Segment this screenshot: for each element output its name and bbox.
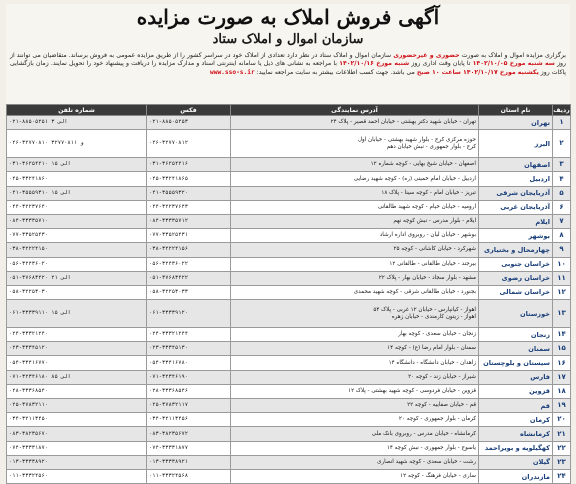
address-line: بجنورد - خیابان طالقانی شرقی - کوچه شهید محمدی xyxy=(353,289,476,296)
row-fax: ۰۲۳-۳۳۳۴۵۱۳۰ xyxy=(147,342,231,356)
row-fax: ۰۱۳-۳۳۳۳۸۹۲۱ xyxy=(147,455,231,469)
row-address xyxy=(231,285,479,299)
header-address: آدرس نمایندگی xyxy=(231,105,479,116)
table-row xyxy=(7,116,571,130)
address-line: مشهد - بلوار سجاد - خیابان بهار - پلاک ۲۲ xyxy=(378,274,476,281)
row-province: سیستان و بلوچستان xyxy=(479,356,553,370)
row-phone: ۰۴۴-۳۲۲۳۷۶۴۰ xyxy=(7,200,147,214)
table-row xyxy=(7,370,571,384)
row-number: ۱ xyxy=(553,116,571,130)
table-body xyxy=(7,116,571,484)
row-fax: ۰۳۴-۳۲۱۱۳۴۵۶ xyxy=(147,413,231,427)
intro-highlight-4: یکشنبه مورخ ۱۴۰۲/۱۰/۱۷ ساعت ۱۰ صبح xyxy=(416,68,539,76)
table-row xyxy=(7,384,571,398)
row-phone: ۰۳۴-۳۲۱۱۳۴۵۰ xyxy=(7,413,147,427)
row-number: ۱۱ xyxy=(553,271,571,285)
row-fax: ۰۷۴-۳۳۳۳۱۸۷۷ xyxy=(147,441,231,455)
row-phone: ۰۲۱-۸۸۵۰۵۲۵۱ الی ۳ xyxy=(7,116,147,130)
row-address xyxy=(231,441,479,455)
row-fax: ۰۲۴-۳۳۳۲۱۲۴۴ xyxy=(147,328,231,342)
address-line: قم - خیابان صفاییه - کوچه ۲۲ xyxy=(407,402,476,409)
row-province: قم xyxy=(479,399,553,413)
row-address xyxy=(231,172,479,186)
table-row xyxy=(7,455,571,469)
row-fax: ۰۴۴-۳۲۲۳۷۶۴۳ xyxy=(147,200,231,214)
row-number: ۲۰ xyxy=(553,413,571,427)
website-link[interactable]: www.sso-s.ir xyxy=(210,68,255,76)
row-phone: ۰۳۱-۳۶۲۵۴۲۱۰ الی ۱۵ xyxy=(7,158,147,172)
row-number: ۲۲ xyxy=(553,441,571,455)
row-fax: ۰۵۶-۳۲۴۳۶۰۲۲ xyxy=(147,257,231,271)
row-address xyxy=(231,229,479,243)
row-fax: ۰۲۸-۳۳۳۶۸۵۴۶ xyxy=(147,384,231,398)
address-line: سمنان - بلوار امام رضا (ع) - کوچه ۱۴ xyxy=(387,345,476,352)
row-address xyxy=(231,300,479,328)
row-number: ۹ xyxy=(553,243,571,257)
row-phone: ۰۲۶-۳۲۷۷۰۸۱۰ و ۳۲۷۷۰۸۱۱ xyxy=(7,130,147,158)
row-phone: ۰۳۸-۳۲۲۲۴۱۵۰ xyxy=(7,243,147,257)
row-number: ۱۶ xyxy=(553,356,571,370)
row-address xyxy=(231,257,479,271)
row-fax: ۰۵۴-۳۳۴۱۶۷۸۰ xyxy=(147,356,231,370)
row-phone: ۰۵۶-۳۲۴۳۶۰۲۰ xyxy=(7,257,147,271)
page-title: آگهی فروش املاک به صورت مزایده xyxy=(136,5,440,29)
header-num: ردیف xyxy=(553,106,570,114)
table-row xyxy=(7,356,571,370)
row-phone: ۰۷۱-۳۲۳۴۶۱۸۰ الی ۸۵ xyxy=(7,370,147,384)
page-subtitle: سازمان اموال و املاک ستاد xyxy=(212,32,364,47)
table-row xyxy=(7,130,571,158)
row-fax: ۰۷۷-۳۳۵۲۵۴۳۱ xyxy=(147,229,231,243)
row-address xyxy=(231,243,479,257)
address-line: زنجان - خیابان سعدی - کوچه بهار xyxy=(398,331,476,338)
row-number: ۱۲ xyxy=(553,285,571,299)
row-fax: ۰۸۳-۳۸۲۳۵۶۷۲ xyxy=(147,427,231,441)
table-header-row xyxy=(7,105,571,116)
row-address xyxy=(231,130,479,158)
row-address xyxy=(231,186,479,200)
row-phone: ۰۸۳-۳۸۲۳۵۶۷۰ xyxy=(7,427,147,441)
row-number: ۱۸ xyxy=(553,384,571,398)
row-number: ۷ xyxy=(553,214,571,228)
table-row xyxy=(7,399,571,413)
address-line: ارومیه - خیابان خیام - کوچه شهید طالقانی xyxy=(377,203,476,210)
row-fax: ۰۳۱-۳۶۲۵۴۲۱۶ xyxy=(147,158,231,172)
row-number: ۵ xyxy=(553,186,571,200)
row-province: بوشهر xyxy=(479,229,553,243)
address-line: اهواز - زیتون کارمندی - خیابان زهره xyxy=(391,313,476,320)
row-province: خراسان رضوی xyxy=(479,271,553,285)
row-province: آذربایجان شرقی xyxy=(479,186,553,200)
row-phone: ۰۱۳-۳۳۳۳۸۹۲۰ xyxy=(7,455,147,469)
intro-text-3: تا پایان وقت اداری روز xyxy=(411,60,471,68)
row-address xyxy=(231,328,479,342)
address-line: حوزه مرکزی کرج - بلوار شهید بهشتی - خیابان اول xyxy=(357,136,476,143)
row-province: قزوین xyxy=(479,384,553,398)
row-fax: ۰۴۱-۳۵۵۵۹۳۲۰ xyxy=(147,186,231,200)
header-phone: شماره تلفن xyxy=(7,105,147,116)
row-phone: ۰۲۵-۳۷۸۳۲۱۱۰ xyxy=(7,399,147,413)
table-row xyxy=(7,285,571,299)
row-province: البرز xyxy=(479,130,553,158)
row-province: سمنان xyxy=(479,342,553,356)
row-province: کهگیلویه و بویراحمد xyxy=(479,441,553,455)
row-province: خراسان شمالی xyxy=(479,285,553,299)
row-address xyxy=(231,455,479,469)
address-line: یاسوج - بلوار جمهوری - نبش کوچه ۱۴ xyxy=(386,444,476,451)
row-fax: ۰۵۸-۳۲۲۵۳۰۳۳ xyxy=(147,285,231,299)
row-phone: ۰۲۸-۳۳۳۶۸۵۴۰ xyxy=(7,384,147,398)
row-fax: ۰۲۶-۳۲۷۷۰۸۱۲ xyxy=(147,130,231,158)
intro-text-5: می باشد. جهت کسب اطلاعات بیشتر به سایت مراجعه نمایید: xyxy=(256,68,415,76)
advertisement-page xyxy=(6,4,570,481)
row-address xyxy=(231,116,479,130)
intro-paragraph xyxy=(6,48,570,104)
table-row xyxy=(7,172,571,186)
address-line: شهرکرد - خیابان کاشانی - کوچه ۲۵ xyxy=(393,246,476,253)
row-number: ۱۵ xyxy=(553,342,571,356)
row-number: ۶ xyxy=(553,200,571,214)
row-province: خوزستان xyxy=(479,300,553,328)
address-line: قزوین - خیابان فردوسی - کوچه شهید بهشتی - پلاک ۱۲ xyxy=(348,387,476,394)
intro-highlight-3: شنبه مورخ ۱۴۰۲/۱۰/۱۶ xyxy=(339,60,410,68)
row-province: گیلان xyxy=(479,455,553,469)
row-address xyxy=(231,356,479,370)
row-number: ۱۰ xyxy=(553,257,571,271)
row-number: ۱۳ xyxy=(553,300,571,328)
address-line: ایلام - بلوار مدرس - نبش کوچه نهم xyxy=(393,218,476,225)
row-phone: ۰۶۱-۳۳۳۳۹۱۱۰ الی ۱۵ xyxy=(7,300,147,328)
row-province: اردبیل xyxy=(479,172,553,186)
row-phone: ۰۷۷-۳۳۵۲۵۴۳۰ xyxy=(7,229,147,243)
row-province: اصفهان xyxy=(479,158,553,172)
intro-text-1: برگزاری مزایده اموال و املاک به صورت xyxy=(461,52,567,59)
header-fax: فکس xyxy=(147,105,231,116)
table-row xyxy=(7,441,571,455)
row-number: ۲۴ xyxy=(553,469,571,483)
address-line: تهران - خیابان شهید دکتر بهشتی - خیابان احمد قصیر - پلاک ۲۴ xyxy=(330,119,476,126)
row-province: آذربایجان غربی xyxy=(479,200,553,214)
row-phone: ۰۱۱-۳۳۳۲۴۵۶۰ xyxy=(7,469,147,483)
row-number: ۴ xyxy=(553,172,571,186)
table-row xyxy=(7,300,571,328)
address-line: بوشهر - خیابان لیان - روبروی اداره ارشاد xyxy=(379,232,476,239)
row-number: ۱۷ xyxy=(553,370,571,384)
row-number: ۱۴ xyxy=(553,328,571,342)
row-address xyxy=(231,214,479,228)
row-address xyxy=(231,413,479,427)
row-province: ایلام xyxy=(479,214,553,228)
row-number: ۲ xyxy=(553,130,571,158)
row-province: مازندران xyxy=(479,469,553,483)
row-phone: ۰۴۱-۳۵۵۵۹۳۱۰ الی ۱۵ xyxy=(7,186,147,200)
intro-highlight-1: حضوری و غیرحضوری xyxy=(393,52,460,59)
intro-text-4: با مراجعه به نشانی های ذیل یا سامانه اینترنتی اسناد و مدارک مزایده را دریافت و پیشنهاد خود را تحویل نمایند. زمان بازگشایی پاکات روز xyxy=(10,60,566,76)
row-province: فارس xyxy=(479,370,553,384)
row-phone: ۰۲۴-۳۳۳۲۱۲۴۰ xyxy=(7,328,147,342)
row-address xyxy=(231,200,479,214)
table-row xyxy=(7,271,571,285)
row-address xyxy=(231,370,479,384)
row-number: ۳ xyxy=(553,158,571,172)
row-number: ۲۳ xyxy=(553,455,571,469)
row-province: کرمانشاه xyxy=(479,427,553,441)
row-number: ۸ xyxy=(553,229,571,243)
address-line: کرج - بلوار جمهوری - نبش خیابان دهم xyxy=(386,143,476,150)
row-fax: ۰۵۱-۳۷۶۸۳۴۲۲ xyxy=(147,271,231,285)
row-phone: ۰۸۴-۳۳۳۳۵۷۱۰ xyxy=(7,214,147,228)
row-phone: ۰۷۴-۳۳۳۳۱۸۷۰ xyxy=(7,441,147,455)
address-line: ساری - خیابان فرهنگ - کوچه ۱۲ xyxy=(400,473,476,480)
address-line: اصفهان - خیابان شیخ بهایی - کوچه شماره ۱۲ xyxy=(370,161,476,168)
address-line: اردبیل - خیابان امام خمینی (ره) - کوچه شهید رضایی xyxy=(353,175,476,182)
intro-highlight-2: سه شنبه مورخ ۱۴۰۲/۱۰/۰۵ xyxy=(472,60,555,68)
header-province: نام استان xyxy=(479,105,553,116)
row-fax: ۰۱۱-۳۳۳۲۴۵۶۸ xyxy=(147,469,231,483)
row-address xyxy=(231,158,479,172)
row-phone: ۰۴۵-۳۳۲۴۱۸۶۰ xyxy=(7,172,147,186)
table-row xyxy=(7,243,571,257)
row-province: چهارمحال و بختیاری xyxy=(479,243,553,257)
row-fax: ۰۷۱-۳۲۳۴۶۱۹۰ xyxy=(147,370,231,384)
table-row xyxy=(7,469,571,483)
row-address xyxy=(231,271,479,285)
row-address xyxy=(231,469,479,483)
row-province: خراسان جنوبی xyxy=(479,257,553,271)
intro-text-2: سازمان اموال و املاک ستاد در نظر دارد تعدادی از املاک خود در سراسر کشور را از طریق مزایده عمومی به فروش برساند. متقاضیان می توانند از روز xyxy=(10,52,567,68)
address-line: اهواز - کیانپارس - خیابان ۱۲ غربی - پلاک ۵۴ xyxy=(373,306,476,313)
row-address xyxy=(231,399,479,413)
address-line: کرمان - بلوار جمهوری - کوچه ۲۰ xyxy=(398,416,476,423)
row-province: کرمان xyxy=(479,413,553,427)
table-row xyxy=(7,427,571,441)
row-province: زنجان xyxy=(479,328,553,342)
address-line: زاهدان - خیابان دانشگاه - دانشگاه ۱۴ xyxy=(388,359,476,366)
row-fax: ۰۲۵-۳۷۸۳۲۱۱۷ xyxy=(147,399,231,413)
row-fax: ۰۲۱-۸۸۵۰۵۲۵۳ xyxy=(147,116,231,130)
row-province: تهران xyxy=(479,116,553,130)
row-fax: ۰۸۴-۳۳۳۳۵۷۱۲ xyxy=(147,214,231,228)
row-number: ۲۱ xyxy=(553,427,571,441)
table-row xyxy=(7,257,571,271)
address-line: کرمانشاه - خیابان مدرس - روبروی بانک ملی xyxy=(371,430,476,437)
row-phone: ۰۵۴-۳۳۴۱۶۷۷۰ xyxy=(7,356,147,370)
offices-table xyxy=(6,104,571,484)
table-row xyxy=(7,158,571,172)
row-phone: ۰۵۱-۳۷۶۸۳۴۲۰ الی ۲۱ xyxy=(7,271,147,285)
table-row xyxy=(7,328,571,342)
address-line: رشت - خیابان سعدی - کوچه شهید انصاری xyxy=(377,458,476,465)
table-row xyxy=(7,214,571,228)
row-fax: ۰۳۸-۳۲۲۲۴۱۵۶ xyxy=(147,243,231,257)
row-address xyxy=(231,427,479,441)
address-line: بیرجند - خیابان طالقانی - طالقانی ۱۲ xyxy=(389,260,476,267)
table-row xyxy=(7,342,571,356)
table-row xyxy=(7,229,571,243)
address-line: تبریز - خیابان امام - کوچه سینا - پلاک ۱۸ xyxy=(381,189,476,196)
row-fax: ۰۴۵-۳۳۲۴۱۸۶۵ xyxy=(147,172,231,186)
address-line: شیراز - خیابان زند - کوچه ۲۰ xyxy=(408,373,476,380)
row-phone: ۰۲۳-۳۳۳۴۵۱۲۰ xyxy=(7,342,147,356)
row-phone: ۰۵۸-۳۲۲۵۳۰۳۰ xyxy=(7,285,147,299)
table-row xyxy=(7,186,571,200)
table-row xyxy=(7,200,571,214)
row-address xyxy=(231,384,479,398)
row-address xyxy=(231,342,479,356)
row-number: ۱۹ xyxy=(553,399,571,413)
row-fax: ۰۶۱-۳۳۳۳۹۱۲۰ xyxy=(147,300,231,328)
table-row xyxy=(7,413,571,427)
